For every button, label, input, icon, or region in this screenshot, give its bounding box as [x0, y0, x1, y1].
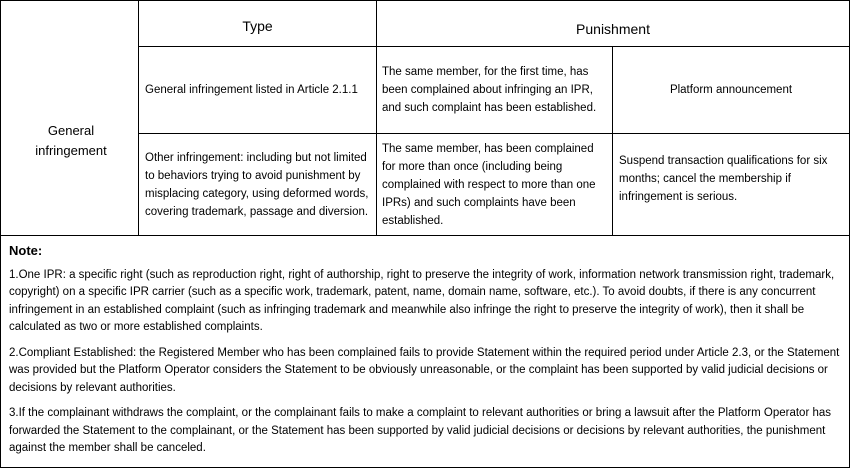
header-type: Type	[242, 18, 273, 34]
category-label: General infringement	[35, 123, 107, 158]
table-row-1-condition: The same member, for the first time, has been complained about infringing an IPR, and such complaint has been established.	[382, 66, 597, 114]
note-section	[9, 242, 841, 466]
note-item-3: 3.If the complainant withdraws the complaint, or the complainant fails to make a complaint to relevant authorities or bring a lawsuit after the Platform Operator has forwarded the Statement to the complainant, or the Statement has been supported by valid judicial decisions or decisions by relevant authorities, the punishment against the member shall be canceled.	[9, 407, 832, 454]
table-row-2-punishment: Suspend transaction qualifications for six months; cancel the membership if infringement is serious.	[619, 155, 828, 203]
header-punishment: Punishment	[576, 21, 650, 37]
table-row-2-condition: The same member, has been complained for more than once (including being complained with respect to more than one IPRs) and such complaints have been established.	[382, 142, 596, 227]
category-cell	[11, 47, 131, 235]
table-row-2-type: Other infringement: including but not limited to behaviors trying to avoid punishment by misplacing category, using deformed words, covering trademark, passage and diversion.	[145, 151, 369, 218]
table-row-1-type: General infringement listed in Article 2.1.1	[145, 84, 358, 96]
note-item-2: 2.Compliant Established: the Registered Member who has been complained fails to provide Statement within the required period under Article 2.3, or the Statement was provided but the Platform Operator considers the Statement to be obviously unreasonable, or the complaint has been supported by valid judicial decisions or decisions by relevant authorities.	[9, 346, 840, 394]
table-row-1-punishment: Platform announcement	[669, 84, 793, 96]
note-title: Note:	[9, 243, 43, 258]
note-item-1: 1.One IPR: a specific right (such as reproduction right, right of authorship, right to preserve the integrity of work, information network transmission right, trademark, copyright) on a specific IPR carrier (such as a specific work, trademark, patent, name, domain name, software, etc.). To avoid doubts, if there is any concurrent infringement in an established complaint (such as infringing trademark and meanwhile also infringe the right to preserve the integrity of work), then it shall be calculated as two or more established complaints.	[9, 268, 835, 333]
divider	[1, 235, 849, 236]
